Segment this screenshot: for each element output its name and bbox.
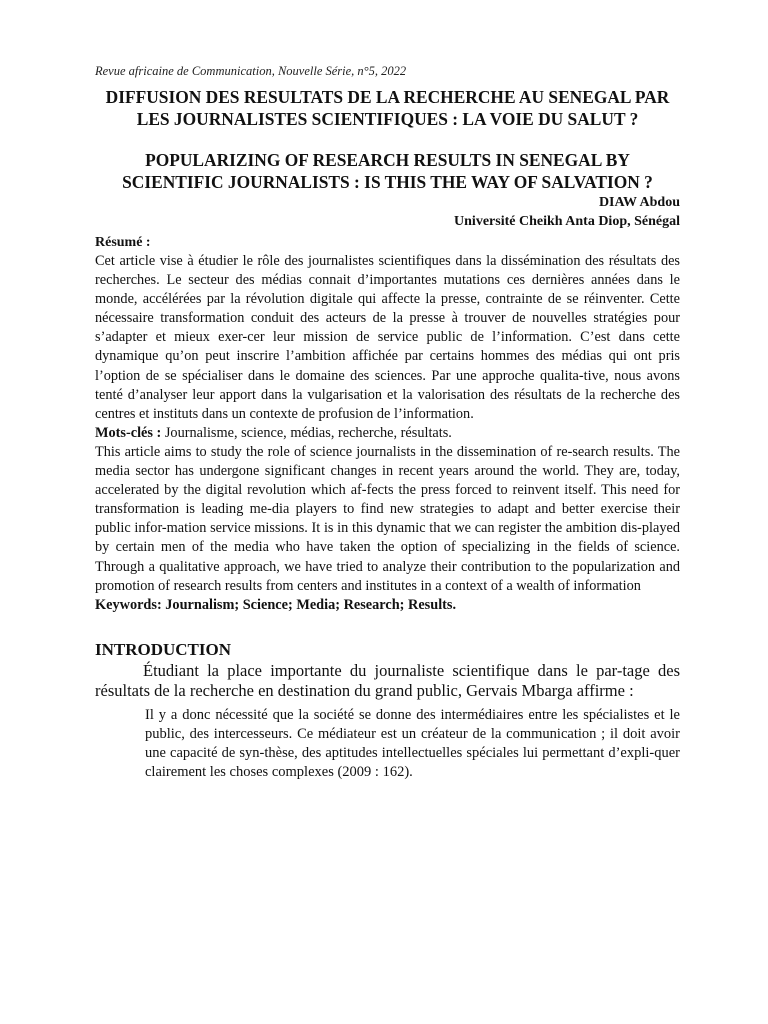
author-name: DIAW Abdou bbox=[598, 195, 680, 210]
author-affiliation: Université Cheikh Anta Diop, Sénégal bbox=[454, 214, 680, 229]
keywords-english: Keywords: Journalism; Science; Media; Research; Results. bbox=[95, 596, 457, 613]
block-quote: Il y a donc nécessité que la société se donne des intermédiaires entre les spécialistes et le public, des intercesseurs. Ce médiateur est un créateur de la communication ; il doit avoir une capacité de syn-thèse, des aptitudes intellectuelles spéciales lui permettant d’expli-quer clairement les choses complexes (2009 : 162). bbox=[145, 706, 680, 780]
journal-running-header: Revue africaine de Communication, Nouvelle Série, n°5, 2022 bbox=[95, 64, 407, 78]
introduction-paragraph: Étudiant la place importante du journaliste scientifique dans le par-tage des résultats de la recherche en destination du grand public, Gervais Mbarga affirme : bbox=[95, 660, 680, 701]
keywords-french-values: Journalisme, science, médias, recherche, résultats. bbox=[161, 424, 452, 441]
abstract-label: Résumé : bbox=[95, 235, 151, 250]
keywords-french-label: Mots-clés : bbox=[95, 424, 162, 441]
abstract-french: Cet article vise à étudier le rôle des journalistes scientifiques dans la dissémination des résultats des recherches. Le secteur des médias connait d’importantes mutations ces dernières années dans le monde, accélérées par la révolution digitale qui affecte la presse, contrainte de se réinventer. Cette nécessaire transformation conduit des acteurs de la presse à trouver de nouvelles stratégies pour s’adapter et mieux exer-cer leur mission de service public de l’information. C’est dans cette dynamique qu’on peut inscrire l’ambition affichée par certains hommes des médias qui ont pris l’option de se spécialiser dans le domaine des sciences. Par une approche qualita-tive, nous avons tenté d’analyser leur apport dans la vulgarisation et la valorisation des résultats de la recherche des centres et instituts dans un contexte de profusion de l’information. bbox=[95, 253, 680, 422]
title-french: DIFFUSION DES RESULTATS DE LA RECHERCHE AU SENEGAL PAR LES JOURNALISTES SCIENTIFIQUES : LA VOIE DU SALUT ? bbox=[105, 87, 670, 129]
article-page bbox=[95, 62, 680, 782]
introduction-heading: INTRODUCTION bbox=[95, 639, 232, 659]
title-english: POPULARIZING OF RESEARCH RESULTS IN SENEGAL BY SCIENTIFIC JOURNALISTS : IS THIS THE WAY OF SALVATION ? bbox=[122, 150, 653, 192]
abstract-english: This article aims to study the role of science journalists in the dissemination of re-search results. The media sector has undergone significant changes in recent years around the world. They are, today, accelerated by the digital revolution which af-fects the press forced to reinvent itself. This need for transformation is leading me-dia players to find new strategies to adapt and better exercise their public infor-mation service missions. It is in this dynamic that we can register the ambition dis-played by certain men of the media who have taken the option of specializing in the fields of science. Through a qualitative approach, we have tried to analyze their contribution to the popularization and promotion of research results from centers and institutes in a context of a wealth of information bbox=[95, 443, 680, 594]
keywords-french bbox=[95, 424, 680, 443]
